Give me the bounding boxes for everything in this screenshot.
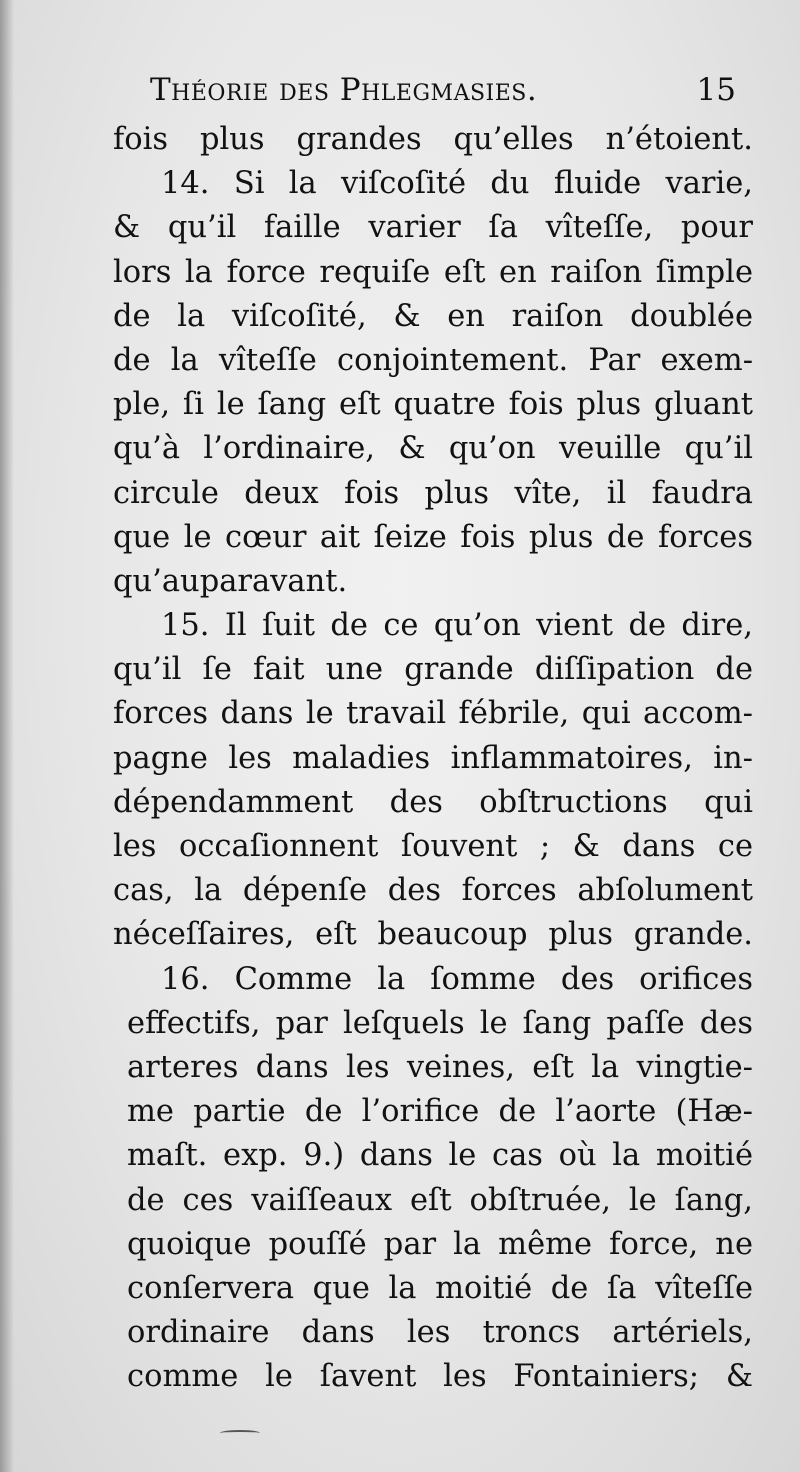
- text-line: & qu’il faille varier ſa vîteſſe, pour: [113, 210, 753, 246]
- text-line: dépendamment des obſtructions qui: [113, 784, 753, 820]
- text-line: quoique pouſſé par la même force, ne: [127, 1226, 753, 1262]
- text-line: maſt. exp. 9.) dans le cas où la moitié: [127, 1138, 753, 1174]
- running-title: Théorie des Phlegmasies.: [150, 72, 538, 108]
- text-line: ple, ſi le ſang eſt quatre fois plus gluant: [113, 387, 753, 423]
- text-line: conſervera que la moitié de ſa vîteſſe: [127, 1270, 753, 1306]
- text-line: qu’auparavant.: [113, 563, 348, 599]
- text-line: cas, la dépenſe des forces abſolument: [113, 873, 753, 909]
- body-text: [113, 118, 753, 1399]
- text-line: qu’il ſe fait une grande diſſipation de: [113, 652, 753, 688]
- text-line: 14. Si la viſcoſité du fluide varie,: [161, 166, 753, 202]
- page-header: [150, 72, 740, 122]
- text-line: de la vîteſſe conjointement. Par exem-: [113, 342, 753, 378]
- text-line: me partie de l’orifice de l’aorte (Hæ-: [127, 1094, 753, 1130]
- text-line: néceſſaires, eſt beaucoup plus grande.: [113, 917, 753, 953]
- text-line: fois plus grandes qu’elles n’étoient.: [113, 122, 753, 157]
- text-line: les occaſionnent ſouvent ; & dans ce: [113, 829, 753, 864]
- text-line: de la viſcoſité, & en raiſon doublée: [113, 298, 753, 334]
- text-line: circule deux fois plus vîte, il faudra: [113, 475, 753, 511]
- text-line: qu’à l’ordinaire, & qu’on veuille qu’il: [113, 431, 753, 467]
- text-line: ordinaire dans les troncs artériels,: [127, 1315, 753, 1351]
- page-number: 15: [696, 72, 736, 108]
- ink-smudge: [220, 1430, 260, 1436]
- text-line: lors la force requiſe eſt en raiſon ſimple: [113, 254, 753, 290]
- text-line: que le cœur ait ſeize fois plus de forces: [113, 519, 753, 555]
- text-line: 15. Il ſuit de ce qu’on vient de dire,: [161, 608, 753, 644]
- text-line: comme le ſavent les Fontainiers; &: [127, 1359, 753, 1395]
- text-line: effectifs, par leſquels le ſang paſſe des: [127, 1005, 753, 1041]
- text-line: forces dans le travail fébrile, qui accom-: [113, 696, 753, 732]
- text-line: pagne les maladies inflammatoires, in-: [113, 740, 753, 776]
- text-line: de ces vaiſſeaux eſt obſtruée, le ſang,: [127, 1182, 753, 1218]
- text-line: 16. Comme la ſomme des orifices: [161, 961, 753, 997]
- text-line: arteres dans les veines, eſt la vingtie-: [127, 1049, 753, 1085]
- page-gutter-shadow: [0, 0, 14, 1472]
